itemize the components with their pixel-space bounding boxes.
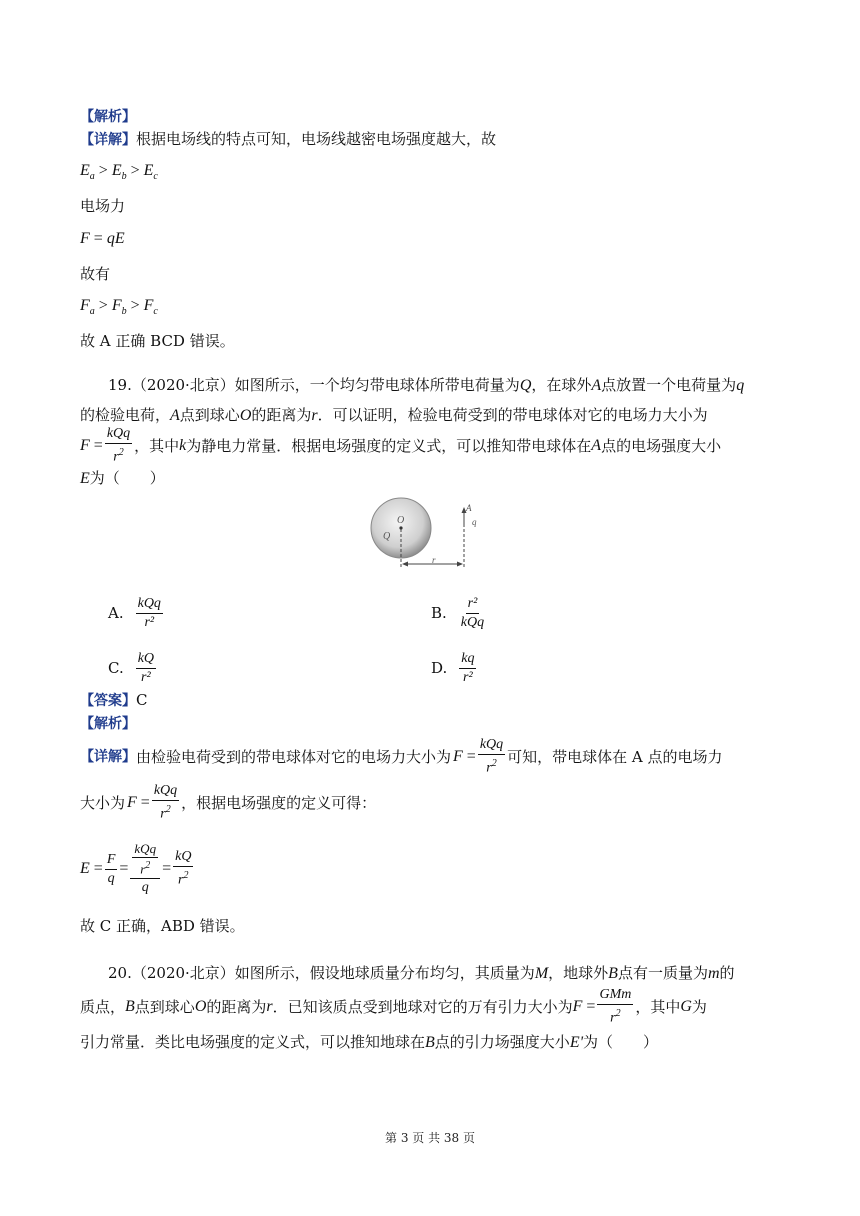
var-r: r — [311, 407, 318, 424]
page-footer: 第 3 页 共 38 页 — [385, 1131, 475, 1145]
analysis-tag-2: 【解析】 — [80, 716, 136, 732]
q19-text: ．可以证明，检验电荷受到的带电球体对它的电场力大小为 — [317, 406, 708, 424]
var-Q: Q — [519, 377, 532, 394]
q20-text: 20.（2020·北京）如图所示，假设地球质量分布均匀，其质量为 — [108, 964, 535, 982]
q19-text: 的检验电荷， — [80, 406, 171, 424]
equation-force-order: $F_a > F_b > F_c$ — [80, 297, 158, 318]
q20-text: ．已知该质点受到地球对它的万有引力大小为 — [272, 998, 573, 1016]
detail-text-2b: 可知，带电球体在 A 点的电场力 — [507, 748, 723, 766]
q20-text: 为 — [691, 998, 707, 1016]
option-a[interactable] — [108, 592, 165, 634]
fraction-F-over-q: $\frac{F}{q}$ — [106, 851, 116, 886]
q19-text: 点放置一个电荷量为 — [601, 376, 737, 394]
label-Q: Q — [383, 531, 391, 542]
option-d[interactable] — [431, 647, 478, 689]
answer-line — [80, 690, 147, 711]
detail-tag: 【详解】 — [80, 132, 136, 148]
q20-text: 的 — [719, 964, 735, 982]
text-therefore: 故有 — [80, 265, 111, 283]
var-F: F = — [572, 998, 596, 1015]
option-c-num: kQ — [136, 651, 156, 669]
analysis-tag: 【解析】 — [80, 109, 136, 125]
equals-sign: = — [162, 860, 172, 877]
option-c-label: C. — [108, 659, 124, 677]
q20-text: 质点， — [80, 998, 126, 1016]
detail-line-3 — [80, 782, 376, 824]
text-field-force: 电场力 — [80, 197, 126, 215]
option-c[interactable] — [108, 647, 158, 689]
q20-text: 点有一质量为 — [617, 964, 708, 982]
var-F: F = — [80, 437, 103, 454]
q20-text: ，其中 — [635, 998, 681, 1016]
var-B: B — [608, 965, 618, 982]
fraction-kQq-over-r2: $\frac{\text{kQq}}{r^2}$ — [106, 426, 131, 465]
q19-text: ，在球外 — [531, 376, 592, 394]
var-E: E — [80, 470, 90, 487]
q20-line-2 — [80, 986, 707, 1028]
q20-text: 的距离为 — [206, 998, 267, 1016]
q19-text: 为（ ） — [89, 469, 165, 487]
var-r: r — [266, 998, 273, 1015]
q20-line-1 — [108, 963, 735, 984]
var-k: k — [179, 437, 187, 454]
option-b-fraction — [459, 596, 486, 631]
option-b-num: r² — [466, 596, 480, 614]
var-M: M — [534, 965, 549, 982]
q19-text: 点到球心 — [179, 406, 240, 424]
var-F: F = — [453, 748, 476, 765]
q19-text: 为静电力常量．根据电场强度的定义式，可以推知带电球体在 — [186, 437, 592, 455]
q19-text: 点的电场强度大小 — [601, 437, 722, 455]
option-c-fraction — [136, 651, 156, 686]
var-A: A — [591, 437, 602, 454]
var-E-prime: E' — [569, 1034, 584, 1051]
detail-text-2d: ，根据电场强度的定义可得： — [181, 794, 377, 812]
q19-text: 的距离为 — [251, 406, 312, 424]
var-E: E = — [80, 860, 103, 877]
option-a-fraction — [136, 596, 163, 631]
var-m: m — [707, 965, 720, 982]
label-A: A — [466, 503, 472, 513]
detail-text-2c: 大小为 — [80, 794, 126, 812]
var-O: O — [194, 998, 207, 1015]
var-O: O — [239, 407, 252, 424]
var-q: q — [736, 377, 745, 394]
option-b-label: B. — [431, 604, 447, 622]
var-F: F = — [127, 794, 150, 811]
fraction-kQq-over-r2: $\frac{\text{kQq}}{r^2}$ — [153, 783, 178, 822]
conclusion-1: 故 A 正确 BCD 错误。 — [80, 332, 235, 350]
equation-field-order: $E_a > E_b > E_c$ — [80, 162, 158, 183]
answer-value: C — [136, 691, 148, 709]
option-d-fraction — [459, 651, 476, 686]
fraction-kQq-over-r2: $\frac{\text{kQq}}{r^2}$ — [479, 737, 504, 776]
q20-text: 点的引力场强度大小 — [434, 1033, 570, 1051]
option-a-num: kQq — [136, 596, 163, 614]
option-b-den: kQq — [460, 614, 485, 630]
option-b[interactable] — [431, 592, 488, 634]
var-A: A — [170, 407, 180, 424]
equation-force: F = qE — [80, 230, 125, 247]
q20-text: 为（ ） — [583, 1033, 659, 1051]
q19-line-1 — [108, 375, 744, 396]
option-a-den: r² — [144, 614, 155, 630]
q19-text: 19.（2020·北京）如图所示，一个均匀带电球体所带电荷量为 — [108, 376, 520, 394]
var-B: B — [425, 1034, 435, 1051]
charged-sphere-figure — [365, 497, 500, 577]
fraction-kQ-over-r2: $\frac{kQ}{r^2}$ — [175, 849, 192, 888]
option-c-den: r² — [141, 669, 151, 685]
var-A: A — [591, 377, 602, 394]
detail-line — [80, 129, 496, 150]
option-d-num: kq — [459, 651, 476, 669]
option-d-label: D. — [431, 659, 448, 677]
equation-E-derivation — [80, 838, 195, 900]
fraction-compound: $\frac{\frac{\text{kQq}}{r^2}}{q}$ — [130, 842, 160, 895]
detail-tag-2: 【详解】 — [80, 749, 136, 765]
label-q: q — [472, 517, 477, 527]
label-r: r — [432, 555, 436, 565]
var-G: G — [680, 998, 692, 1015]
option-a-label: A. — [108, 604, 124, 622]
fraction-GMm-over-r2: $\frac{\text{GMm}}{r^2}$ — [599, 987, 632, 1026]
q19-line-4 — [80, 468, 165, 489]
detail-text: 根据电场线的特点可知，电场线越密电场强度越大，故 — [136, 130, 497, 148]
option-d-den: r² — [463, 669, 473, 685]
q19-text: ，其中 — [134, 437, 180, 455]
answer-tag: 【答案】 — [80, 693, 136, 709]
detail-text-2a: 由检验电荷受到的带电球体对它的电场力大小为 — [136, 748, 452, 766]
q19-line-2 — [80, 405, 708, 426]
q20-text: ，地球外 — [548, 964, 609, 982]
q20-text: 引力常量．类比电场强度的定义式，可以推知地球在 — [80, 1033, 426, 1051]
var-B: B — [125, 998, 135, 1015]
label-O: O — [397, 515, 405, 526]
distance-arrow-right — [457, 562, 463, 567]
detail-line-2 — [80, 736, 723, 778]
equals-sign: = — [119, 860, 129, 877]
q20-text: 点到球心 — [134, 998, 195, 1016]
q20-line-3 — [80, 1032, 658, 1053]
q19-line-3 — [80, 426, 721, 466]
distance-arrow-left — [402, 562, 408, 567]
conclusion-2: 故 C 正确，ABD 错误。 — [80, 917, 245, 935]
